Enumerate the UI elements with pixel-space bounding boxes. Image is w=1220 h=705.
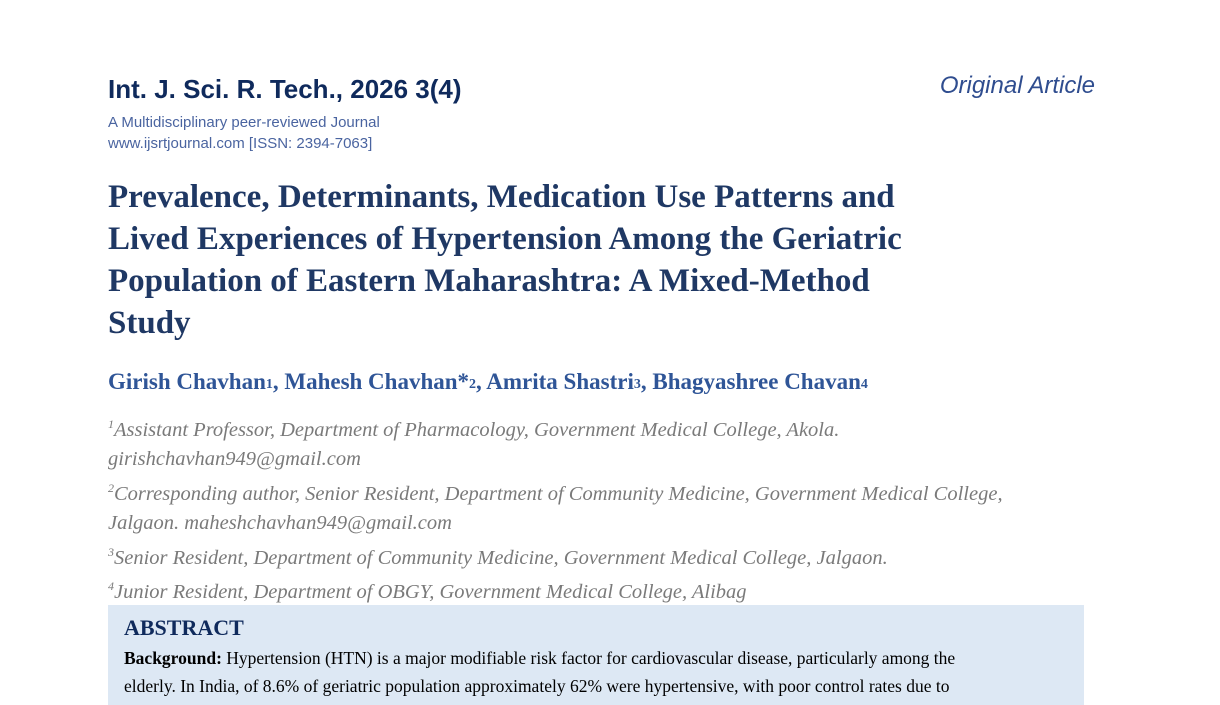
author-sup: 3 bbox=[633, 377, 641, 392]
abstract-line: elderly. In India, of 8.6% of geriatric population approximately 62% were hypertensive, with poor control rates due to bbox=[124, 676, 950, 696]
author-name: Bhagyashree Chavan bbox=[652, 369, 861, 394]
journal-citation: Int. J. Sci. R. Tech., 2026 3(4) bbox=[108, 74, 462, 104]
affiliation-email: girishchavhan949@gmail.com bbox=[108, 447, 361, 470]
paper-title bbox=[108, 176, 1108, 344]
affiliations bbox=[108, 410, 1003, 607]
title-line: Study bbox=[108, 305, 191, 341]
affiliation-line bbox=[108, 538, 1003, 573]
affiliation-text: Senior Resident, Department of Community Medicine, Government Medical College, Jalgaon. bbox=[114, 546, 888, 569]
article-type: Original Article bbox=[939, 72, 1095, 99]
author-name: Amrita Shastri bbox=[486, 369, 634, 394]
title-line: Population of Eastern Maharashtra: A Mixed-Method bbox=[108, 263, 870, 299]
journal-website[interactable]: www.ijsrtjournal.com [ISSN: 2394-7063] bbox=[108, 135, 373, 152]
affiliation-line bbox=[108, 572, 1003, 607]
affiliation-sup: 2 bbox=[108, 480, 114, 495]
affiliation-line bbox=[108, 445, 1003, 474]
author-name: Mahesh Chavhan* bbox=[284, 369, 470, 394]
affiliation-text: Corresponding author, Senior Resident, Department of Community Medicine, Government Medical College, bbox=[114, 482, 1003, 505]
author-list: Girish Chavhan$^1$, Mahesh Chavhan*$^2$, Amrita Shastri$^3$, Bhagyashree Chavan$^4$ bbox=[108, 369, 868, 394]
affiliation-text: Assistant Professor, Department of Pharmacology, Government Medical College, Akola. bbox=[114, 418, 840, 441]
affiliation-line bbox=[108, 509, 1003, 538]
title-line: Prevalence, Determinants, Medication Use Patterns and bbox=[108, 179, 895, 215]
abstract-heading: ABSTRACT bbox=[124, 615, 244, 640]
abstract-line bbox=[124, 644, 1074, 672]
journal-tagline: A Multidisciplinary peer-reviewed Journal bbox=[108, 114, 380, 131]
abstract-text: Hypertension (HTN) is a major modifiable risk factor for cardiovascular disease, particularly among the bbox=[221, 648, 956, 668]
background-label: Background: bbox=[124, 648, 222, 668]
affiliation-sup: 3 bbox=[108, 544, 114, 559]
affiliation-line bbox=[108, 410, 1003, 445]
abstract-box bbox=[108, 605, 1084, 705]
affiliation-text: Jalgaon. maheshchavhan949@gmail.com bbox=[108, 511, 452, 534]
author-sup: 4 bbox=[860, 377, 868, 392]
abstract-body bbox=[124, 644, 1074, 700]
author-name: Girish Chavhan bbox=[108, 369, 266, 394]
title-line: Lived Experiences of Hypertension Among the Geriatric bbox=[108, 221, 902, 257]
affiliation-sup: 4 bbox=[108, 579, 114, 594]
affiliation-text: Junior Resident, Department of OBGY, Government Medical College, Alibag bbox=[114, 581, 747, 604]
affiliation-line bbox=[108, 474, 1003, 509]
author-sup: 2 bbox=[469, 377, 477, 392]
affiliation-sup: 1 bbox=[108, 417, 114, 431]
author-sup: 1 bbox=[265, 377, 273, 392]
